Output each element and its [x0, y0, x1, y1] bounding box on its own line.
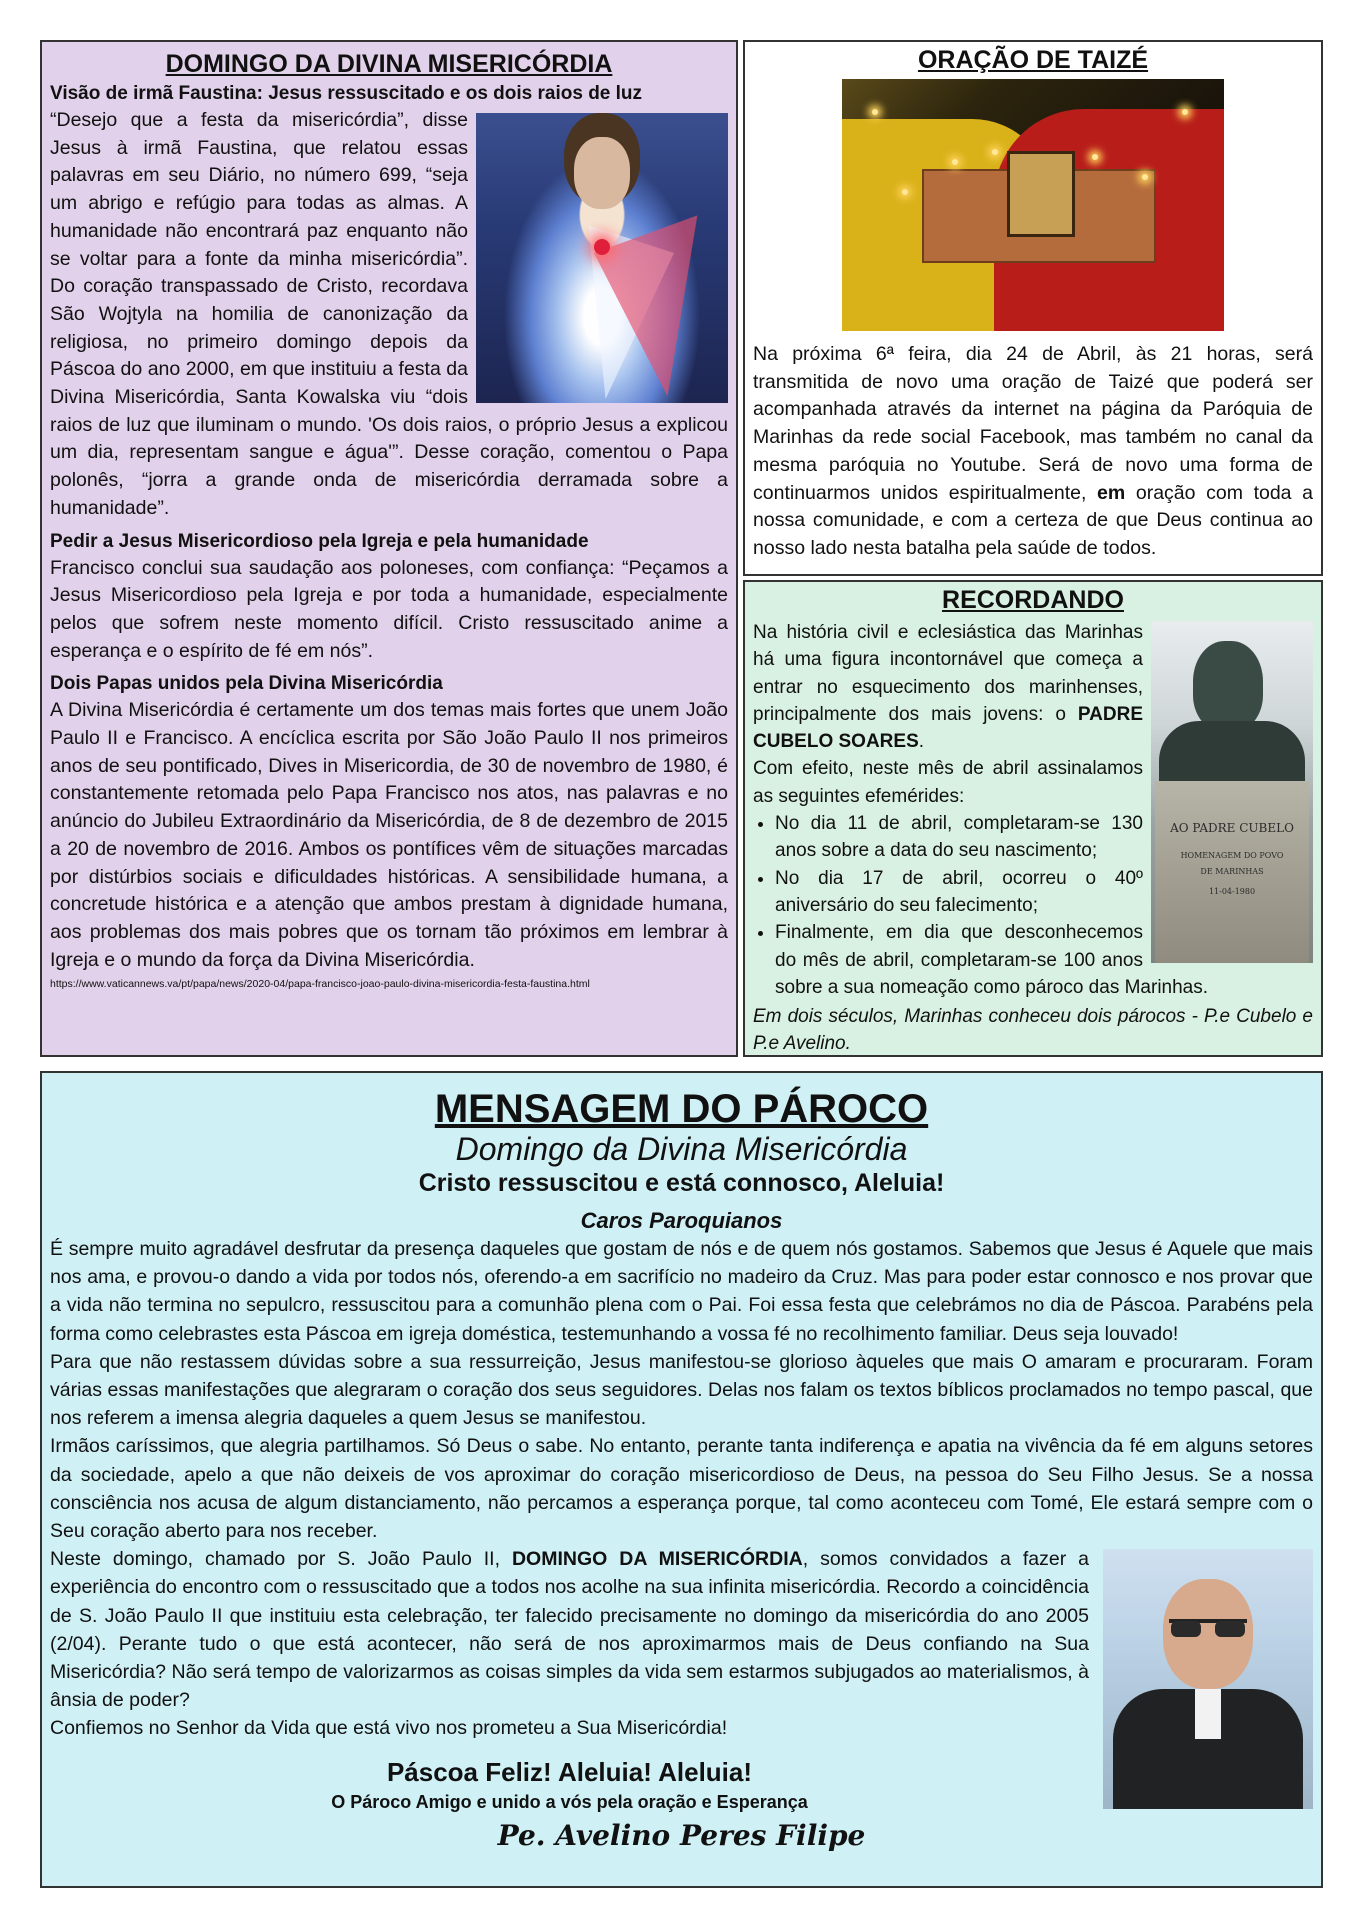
- recordando-title: RECORDANDO: [942, 586, 1124, 614]
- taize-text-bold: em: [1097, 481, 1126, 504]
- divina-subheading-2: Pedir a Jesus Misericordioso pela Igreja e pela humanidade: [50, 530, 589, 552]
- divina-title: DOMINGO DA DIVINA MISERICÓRDIA: [165, 50, 613, 78]
- parish-priest-photo: [1103, 1549, 1313, 1809]
- taize-paragraph: [753, 341, 1313, 563]
- priest-signature: Pe. Avelino Peres Filipe: [497, 1818, 866, 1852]
- mensagem-p4-text-c: , somos convidados a fazer a experiência do encontro com o ressuscitado que a todos nos acolhe na sua infinita misericórdia. Recordo a coincidência de S. João Paulo II que instituiu esta celebração, ter falecido precisamente no domingo da misericórdia do ano 2005 (2/04). Perante tudo o que está acontecer, não será de nos aproximarmos mais de Deus confiando na Sua Misericórdia? Não será tempo de valorizarmos as coisas simples da vida sem estarmos subjugados ao materialismos, à ânsia de poder?: [50, 1548, 1089, 1712]
- source-url: https://www.vaticannews.va/pt/papa/news/2020-04/papa-francisco-joao-paulo-divina-misericordia-festa-faustina.html: [50, 978, 590, 991]
- candle-icon: [1092, 154, 1098, 160]
- candle-icon: [902, 189, 908, 195]
- caros-paroquianos: Caros Paroquianos: [580, 1208, 783, 1233]
- list-item: • Finalmente, em dia que desconhecemos do mês de abril, completaram-se 100 anos sobre a sua nomeação como pároco das Marinhas.: [775, 919, 1313, 1001]
- mensagem-subtitle-2: Cristo ressuscitou e está connosco, Aleluia!: [418, 1169, 945, 1197]
- taize-text-a: Na próxima 6ª feira, dia 24 de Abril, às 21 horas, será transmitida de novo uma oração de Taizé que poderá ser acompanhada através da internet na página da Paróquia de Marinhas da rede social Facebook, mas também no canal da mesma paróquia no Youtube. Será de novo uma forma de continuarmos unidos espiritualmente,: [753, 343, 1313, 504]
- mensagem-paragraph-1: É sempre muito agradável desfrutar da presença daqueles que gostam de nós e de quem nós gostamos. Sabemos que Jesus é Aquele que mais nos ama, e provou-o dando a vida por todos nós, oferendo-a em sacrifício no madeiro da Cruz. Mas para poder estar connosco e nos provar que a vida não termina no sepulcro, ressuscitou para a comunhão plena com o Pai. Foi essa festa que celebrámos no dia de Páscoa. Parabéns pela forma como celebrastes esta Páscoa em igreja doméstica, testemunhando a vossa fé no recolhimento familiar. Deus seja louvado!: [50, 1238, 1313, 1345]
- list-item: • No dia 17 de abril, ocorreu o 40º aniversário do seu falecimento;: [775, 865, 1313, 920]
- taize-text-c: oração com toda a nossa comunidade, e com a certeza de que Deus continua ao nosso lado nesta batalha pela saúde de todos.: [753, 481, 1313, 559]
- padre-cubelo-name: PADRE CUBELO SOARES: [753, 703, 1143, 753]
- divina-subheading-1: Visão de irmã Faustina: Jesus ressuscitado e os dois raios de luz: [50, 83, 643, 104]
- paroco-amigo: O Pároco Amigo e unido a vós pela oração e Esperança: [331, 1791, 808, 1812]
- mensagem-paragraph-5: Confiemos no Senhor da Vida que está vivo nos prometeu a Sua Misericórdia!: [50, 1717, 728, 1740]
- divina-p1-text-c: da religiosa, no primeiro domingo depois da Páscoa do ano 2000, em que instituiu a festa da Divina Misericórdia, Santa Kowalska viu “dois raios de luz que iluminam o mundo. 'Os dois raios, o próprio Jesus a explicou um dia, representam sangue e água'”. Desse coração, comentou o Papa polonês, “jorra a grande onda de misericórdia derramada sobre a humanidade”.: [50, 302, 728, 519]
- divina-p1-text-a: “Desejo que a festa da misericórdia”, disse Jesus à irmã Faustina, que relatou essas palavras em seu Diário, no número 699, “seja um abrigo e refúgio para todas as almas. A humanidade não encontrará paz enquanto não se voltar para a fonte da minha misericórdia”. Do coração transpassado de Cristo, recordava São Wojtyla na: [50, 109, 468, 325]
- bust-head: [1193, 641, 1263, 731]
- priest-collar: [1195, 1689, 1221, 1739]
- divina-misericordia-section: [40, 40, 738, 1057]
- mensagem-subtitle: Domingo da Divina Misericórdia: [455, 1131, 908, 1167]
- recordando-p1-text-a: Na história civil e eclesiástica das Marinhas há uma figura incontornável que começa a entrar no esquecimento dos marinhenses, principalmente dos mais jovens: o: [753, 622, 1143, 725]
- divine-mercy-image: [476, 113, 728, 403]
- candle-icon: [1182, 109, 1188, 115]
- plaque-line-3: DE MARINHAS: [1200, 867, 1264, 876]
- recordando-section: [743, 580, 1323, 1057]
- plaque-line-2: HOMENAGEM DO POVO: [1180, 851, 1284, 860]
- mensagem-p4-text-a: Neste domingo, chamado por S. João Paulo II,: [50, 1548, 512, 1571]
- padre-cubelo-bust-image: [1151, 621, 1313, 963]
- divina-paragraph-2: Francisco conclui sua saudação aos poloneses, com confiança: “Peçamos a Jesus Misericordioso pela Igreja e por toda a humanidade, especialmente pelos que sofrem neste momento difícil. Cristo ressuscitado anime a esperança e o espírito de fé em nós”.: [50, 556, 728, 662]
- divina-p1-link: homilia de canonização: [211, 302, 433, 325]
- bust-plinth: [1155, 781, 1309, 963]
- candle-icon: [1142, 174, 1148, 180]
- recordando-paragraph-2: Com efeito, neste mês de abril assinalamos as seguintes efemérides:: [753, 758, 1143, 807]
- divina-subheading-3: Dois Papas unidos pela Divina Misericórdia: [50, 673, 443, 695]
- recordando-p1-text-c: .: [918, 731, 925, 753]
- plaque-line-1: AO PADRE CUBELO: [1170, 821, 1294, 835]
- mensagem-title: MENSAGEM DO PÁROCO: [434, 1087, 929, 1131]
- bust-shoulders: [1159, 721, 1305, 781]
- candle-icon: [992, 149, 998, 155]
- taize-prayer-image: [842, 79, 1224, 331]
- jesus-face: [574, 137, 630, 209]
- pascoa-feliz: Páscoa Feliz! Aleluia! Aleluia!: [386, 1756, 753, 1787]
- candle-icon: [872, 109, 878, 115]
- list-item: • No dia 11 de abril, completaram-se 130 anos sobre a data do seu nascimento;: [775, 810, 1313, 865]
- sacred-heart-icon: [594, 239, 610, 255]
- mensagem-paragraph-3: Irmãos caríssimos, que alegria partilhamos. Só Deus o sabe. No entanto, perante tanta indiferença e apatia na vivência da fé em alguns setores da sociedade, apelo a que não deixeis de vos aproximar do coração misericordioso de Deus, na pessoa do Seu Filho Jesus. Se a nossa consciência nos acusa de algum distanciamento, não percamos a esperança porque, tal como aconteceu com Tomé, Ele estará sempre com o Seu coração aberto para nos receber.: [50, 1435, 1313, 1543]
- glasses-icon: [1169, 1619, 1247, 1639]
- taize-section: [743, 40, 1323, 576]
- plaque-line-4: 11-04-1980: [1208, 887, 1256, 896]
- mensagem-paroco-section: [40, 1071, 1323, 1888]
- divina-paragraph-3: A Divina Misericórdia é certamente um dos temas mais fortes que unem João Paulo II e Francisco. A encíclica escrita por São João Paulo II nos primeiros anos de seu pontificado, Dives in Misericordia, de 30 de novembro de 1980, é constantemente retomada pelo Papa Francisco nos atos, nas palavras e no anúncio do Jubileu Extraordinário da Misericórdia, de 8 de dezembro de 2015 a 20 de novembro de 2016. Ambos os pontífices vêm de situações marcadas por distúrbios sociais e dificuldades históricas. A sensibilidade humana, a concretude histórica e a atenção que ambos prestam à dignidade humana, aos problemas dos mais pobres que os tornam tão próximos em lembrar à Igreja e o mundo da força da Divina Misericórdia.: [50, 699, 728, 971]
- religious-icon-frame: [1007, 151, 1075, 237]
- mensagem-paragraph-2: Para que não restassem dúvidas sobre a sua ressurreição, Jesus manifestou-se glorioso àqueles que mais O amaram e procuraram. Foram várias essas manifestações que alegraram o coração dos seus seguidores. Delas nos falam os textos bíblicos proclamados no tempo pascal, que nos referem a imensa alegria daqueles a quem Jesus se manifestou.: [50, 1350, 1313, 1430]
- domingo-misericordia-bold: DOMINGO DA MISERICÓRDIA: [511, 1548, 803, 1571]
- recordando-closing: Em dois séculos, Marinhas conheceu dois párocos - P.e Cubelo e P.e Avelino.: [753, 1006, 1313, 1055]
- candle-icon: [952, 159, 958, 165]
- taize-title: ORAÇÃO DE TAIZÉ: [917, 46, 1149, 74]
